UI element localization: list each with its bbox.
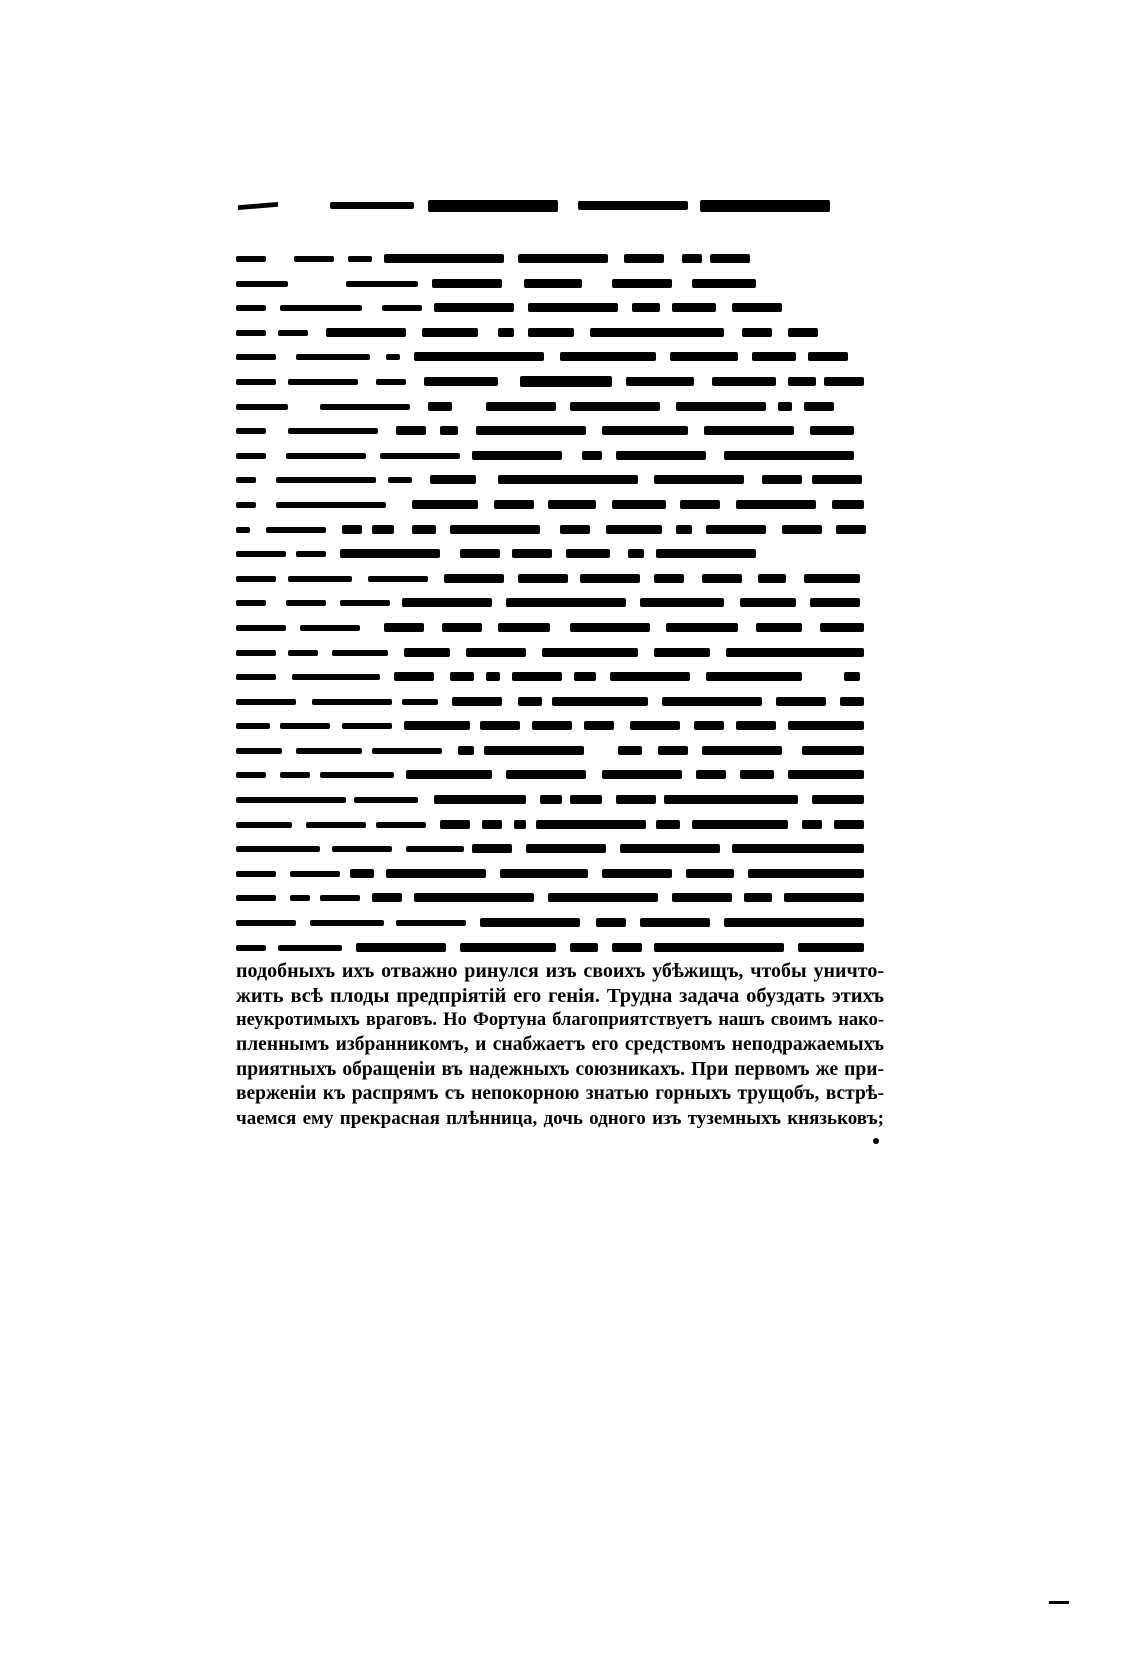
illegible-line [236,517,884,542]
illegible-line [236,935,884,960]
illegible-line [236,295,884,320]
illegible-line [236,812,884,837]
text-line [236,984,884,1009]
text-line-content: подобныхъ ихъ отважно ринулся изъ своихъ убѣжищъ, чтобы уничто- [236,960,884,983]
illegible-line [236,566,884,591]
text-line-content: неукротимыхъ враговъ. Но Фортуна благоприятствуетъ нашъ своимъ нако- [236,1010,884,1031]
illegible-line [236,541,884,566]
header-smudge [578,201,688,210]
page-number-smudge [238,202,278,210]
illegible-line [236,910,884,935]
illegible-line [236,762,884,787]
text-line-content: чаемся ему прекрасная плѣнница, дочь одного изъ туземныхъ князьковъ; [236,1107,884,1129]
illegible-line [236,271,884,296]
text-line [236,1033,884,1058]
illegible-line [236,394,884,419]
text-line-content: жить всѣ плоды предпріятій его генія. Трудна задача обуздать этихъ [236,984,884,1007]
header-smudge [330,202,414,209]
illegible-line [236,787,884,812]
illegible-line [236,885,884,910]
illegible-line [236,418,884,443]
illegible-line [236,590,884,615]
text-line-content: пленнымъ избранникомъ, и снабжаетъ его средствомъ неподражаемыхъ [236,1034,884,1055]
text-line-content: верженіи къ распрямъ съ непокорною знатью горныхъ трущобъ, встрѣ- [236,1083,884,1105]
text-line [236,1082,884,1107]
illegible-line [236,615,884,640]
illegible-line [236,861,884,886]
illegible-line [236,443,884,468]
header-smudge [700,200,830,212]
text-line [236,1107,884,1132]
illegible-line [236,467,884,492]
body-text [236,246,884,1131]
illegible-line [236,246,884,271]
illegible-line [236,344,884,369]
illegible-line [236,640,884,665]
illegible-line [236,320,884,345]
ink-dash [1049,1601,1069,1604]
text-line [236,1058,884,1083]
text-line-content: приятныхъ обращеніи въ надежныхъ союзникахъ. При первомъ же при- [236,1058,884,1080]
ink-speck [873,1138,879,1144]
illegible-line [236,664,884,689]
running-header [238,196,878,220]
illegible-line [236,369,884,394]
illegible-line [236,836,884,861]
text-line [236,959,884,984]
text-line [236,1008,884,1033]
illegible-line [236,689,884,714]
illegible-line [236,713,884,738]
illegible-line [236,492,884,517]
illegible-line [236,738,884,763]
header-smudge [428,200,558,212]
